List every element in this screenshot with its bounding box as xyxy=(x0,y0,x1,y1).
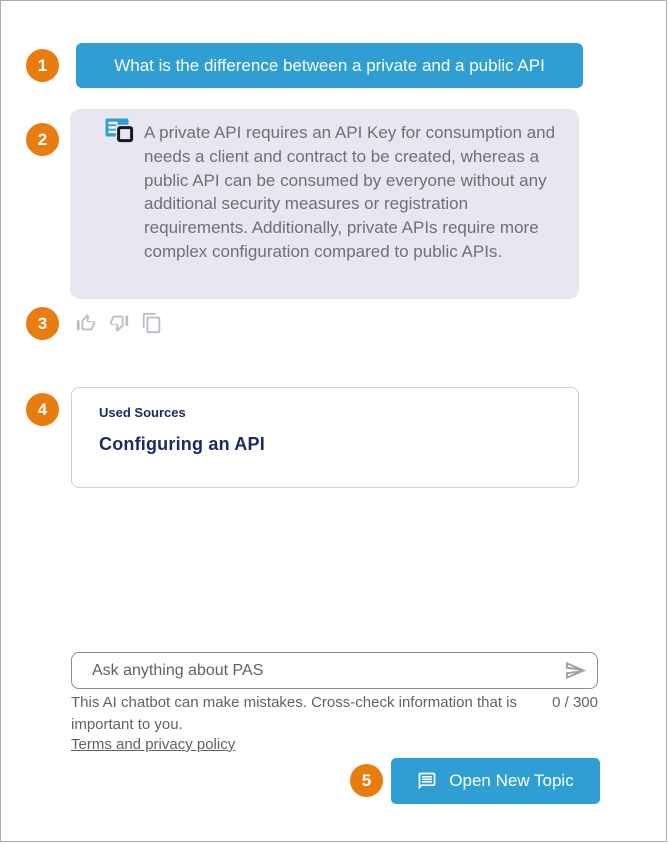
thumbs-up-icon[interactable] xyxy=(75,312,97,334)
used-sources-panel xyxy=(71,387,579,488)
source-link[interactable]: Configuring an API xyxy=(99,434,265,454)
annotation-badge-2: 2 xyxy=(26,123,59,156)
user-message-bubble xyxy=(76,43,583,88)
user-message-text: What is the difference between a private and a public API xyxy=(114,55,545,75)
pas-bot-icon xyxy=(105,118,135,150)
chat-input[interactable] xyxy=(72,653,564,688)
bot-message-bubble xyxy=(70,109,579,299)
send-icon[interactable] xyxy=(564,659,597,682)
composer-footer xyxy=(71,692,598,735)
comment-icon xyxy=(417,771,437,791)
used-sources-title: Used Sources xyxy=(99,405,186,420)
chat-input-container xyxy=(71,652,598,689)
disclaimer-text: This AI chatbot can make mistakes. Cross-check information that is important to you. xyxy=(71,694,518,733)
annotation-badge-5: 5 xyxy=(350,764,383,797)
thumbs-down-icon[interactable] xyxy=(108,312,130,334)
char-counter: 0 / 300 xyxy=(552,694,598,711)
terms-privacy-link[interactable]: Terms and privacy policy xyxy=(71,736,236,753)
annotation-badge-1: 1 xyxy=(26,49,59,82)
annotation-badge-4: 4 xyxy=(26,393,59,426)
annotation-badge-3: 3 xyxy=(26,307,59,340)
copy-icon[interactable] xyxy=(141,312,163,334)
bot-message-text: A private API requires an API Key for consumption and needs a client and contract to be created, whereas a public API can be consumed by everyone without any additional security measures or registration requirements. Additionally, private APIs require more complex configuration compared to public APIs. xyxy=(144,123,556,261)
open-new-topic-label: Open New Topic xyxy=(449,771,574,790)
feedback-toolbar xyxy=(75,312,163,334)
open-new-topic-button[interactable] xyxy=(391,758,600,804)
